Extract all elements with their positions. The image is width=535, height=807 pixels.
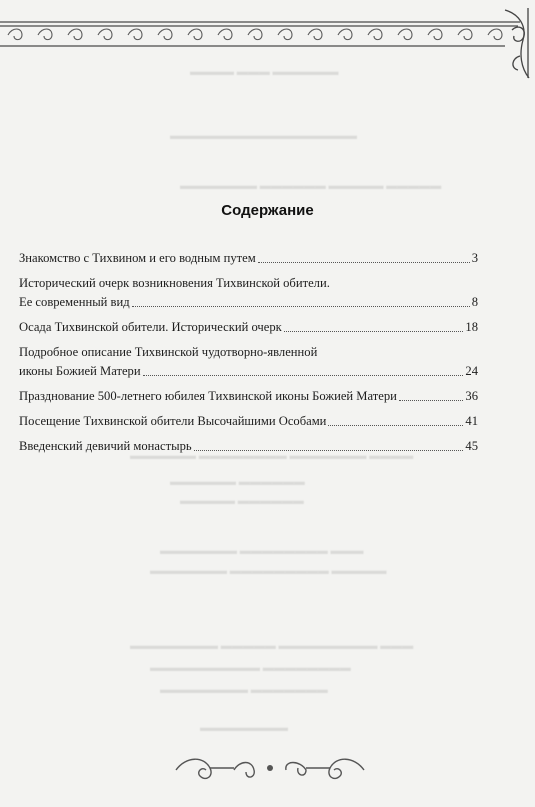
dot-leader [284,330,464,332]
top-ornament-border [0,0,535,90]
dot-leader [258,261,470,263]
bleed-through-text: ▬▬▬▬▬▬ ▬▬▬▬▬▬ [170,476,305,488]
toc-entry-final-line [19,249,478,268]
toc-entry-final-line [19,387,478,406]
toc-entry-final-line [19,318,478,337]
ornament-center-dot [267,765,273,771]
dot-leader [143,374,464,376]
toc-entry-title: Осада Тихвинской обители. Исторический очерк [19,320,282,334]
toc-page-number: 18 [465,320,478,334]
bleed-through-text: ▬▬▬▬▬▬▬▬ [200,722,288,734]
toc-entry [19,412,478,431]
bleed-through-text: ▬▬▬▬▬▬▬▬▬▬▬▬▬▬▬▬▬ [170,130,357,142]
toc-entry [19,249,478,268]
toc-page-number: 41 [465,414,478,428]
table-of-contents [19,249,478,462]
toc-entry [19,274,478,312]
toc-title: Содержание [221,202,314,219]
toc-entry-line: Подробное описание Тихвинской чудотворно-явленной [19,345,318,359]
toc-entry-final-line [19,293,478,312]
bleed-through-text: ▬▬▬▬▬▬▬▬ ▬▬▬▬▬ ▬▬▬▬▬▬▬▬▬ ▬▬▬ [130,640,414,652]
bleed-through-text: ▬▬▬▬▬▬▬ ▬▬▬▬▬▬▬▬▬ ▬▬▬▬▬ [150,565,387,577]
toc-page-number: 3 [471,251,478,265]
toc-entry-final-line [19,362,478,381]
toc-page-number: 45 [465,439,478,453]
dot-leader [194,449,464,451]
bleed-through-text: ▬▬▬▬ ▬▬▬ ▬▬▬▬▬▬ [190,66,339,78]
toc-entry [19,437,478,456]
toc-entry-title: Посещение Тихвинской обители Высочайшими Особами [19,414,327,428]
bottom-ornament [170,752,370,782]
bleed-through-text: ▬▬▬▬▬▬▬▬▬▬ ▬▬▬▬▬▬▬▬ [150,662,351,674]
toc-page-number: 8 [471,295,478,309]
dot-leader [132,305,470,307]
toc-entry-title: Знакомство с Тихвином и его водным путем [19,251,256,265]
toc-entry-final-line [19,412,478,431]
dot-leader [328,424,463,426]
toc-page-number: 36 [465,389,478,403]
toc-entry-line: Исторический очерк возникновения Тихвинской обители. [19,276,330,290]
toc-entry-final-line [19,437,478,456]
dot-leader [399,399,464,401]
toc-entry [19,318,478,337]
bleed-through-text: ▬▬▬▬▬ ▬▬▬▬▬▬ [180,495,304,507]
toc-entry [19,343,478,381]
toc-entry [19,387,478,406]
toc-entry-title: Ее современный вид [19,295,130,309]
toc-entry-title: Празднование 500-летнего юбилея Тихвинской иконы Божией Матери [19,389,397,403]
bleed-through-text: ▬▬▬▬▬▬▬▬ ▬▬▬▬▬▬▬ [160,684,328,696]
toc-entry-title: Введенский девичий монастырь [19,439,192,453]
toc-entry-title: иконы Божией Матери [19,364,141,378]
toc-page-number: 24 [465,364,478,378]
bleed-through-text: ▬▬▬▬▬▬▬ ▬▬▬▬▬▬▬▬ ▬▬▬ [160,545,364,557]
bleed-through-text: ▬▬▬▬▬▬▬ ▬▬▬▬▬▬ ▬▬▬▬▬ ▬▬▬▬▬ [180,180,442,192]
bleed-through-text: ▬▬▬▬▬▬ ▬▬▬▬▬▬▬▬ ▬▬▬▬▬▬▬ ▬▬▬▬ [130,450,414,462]
